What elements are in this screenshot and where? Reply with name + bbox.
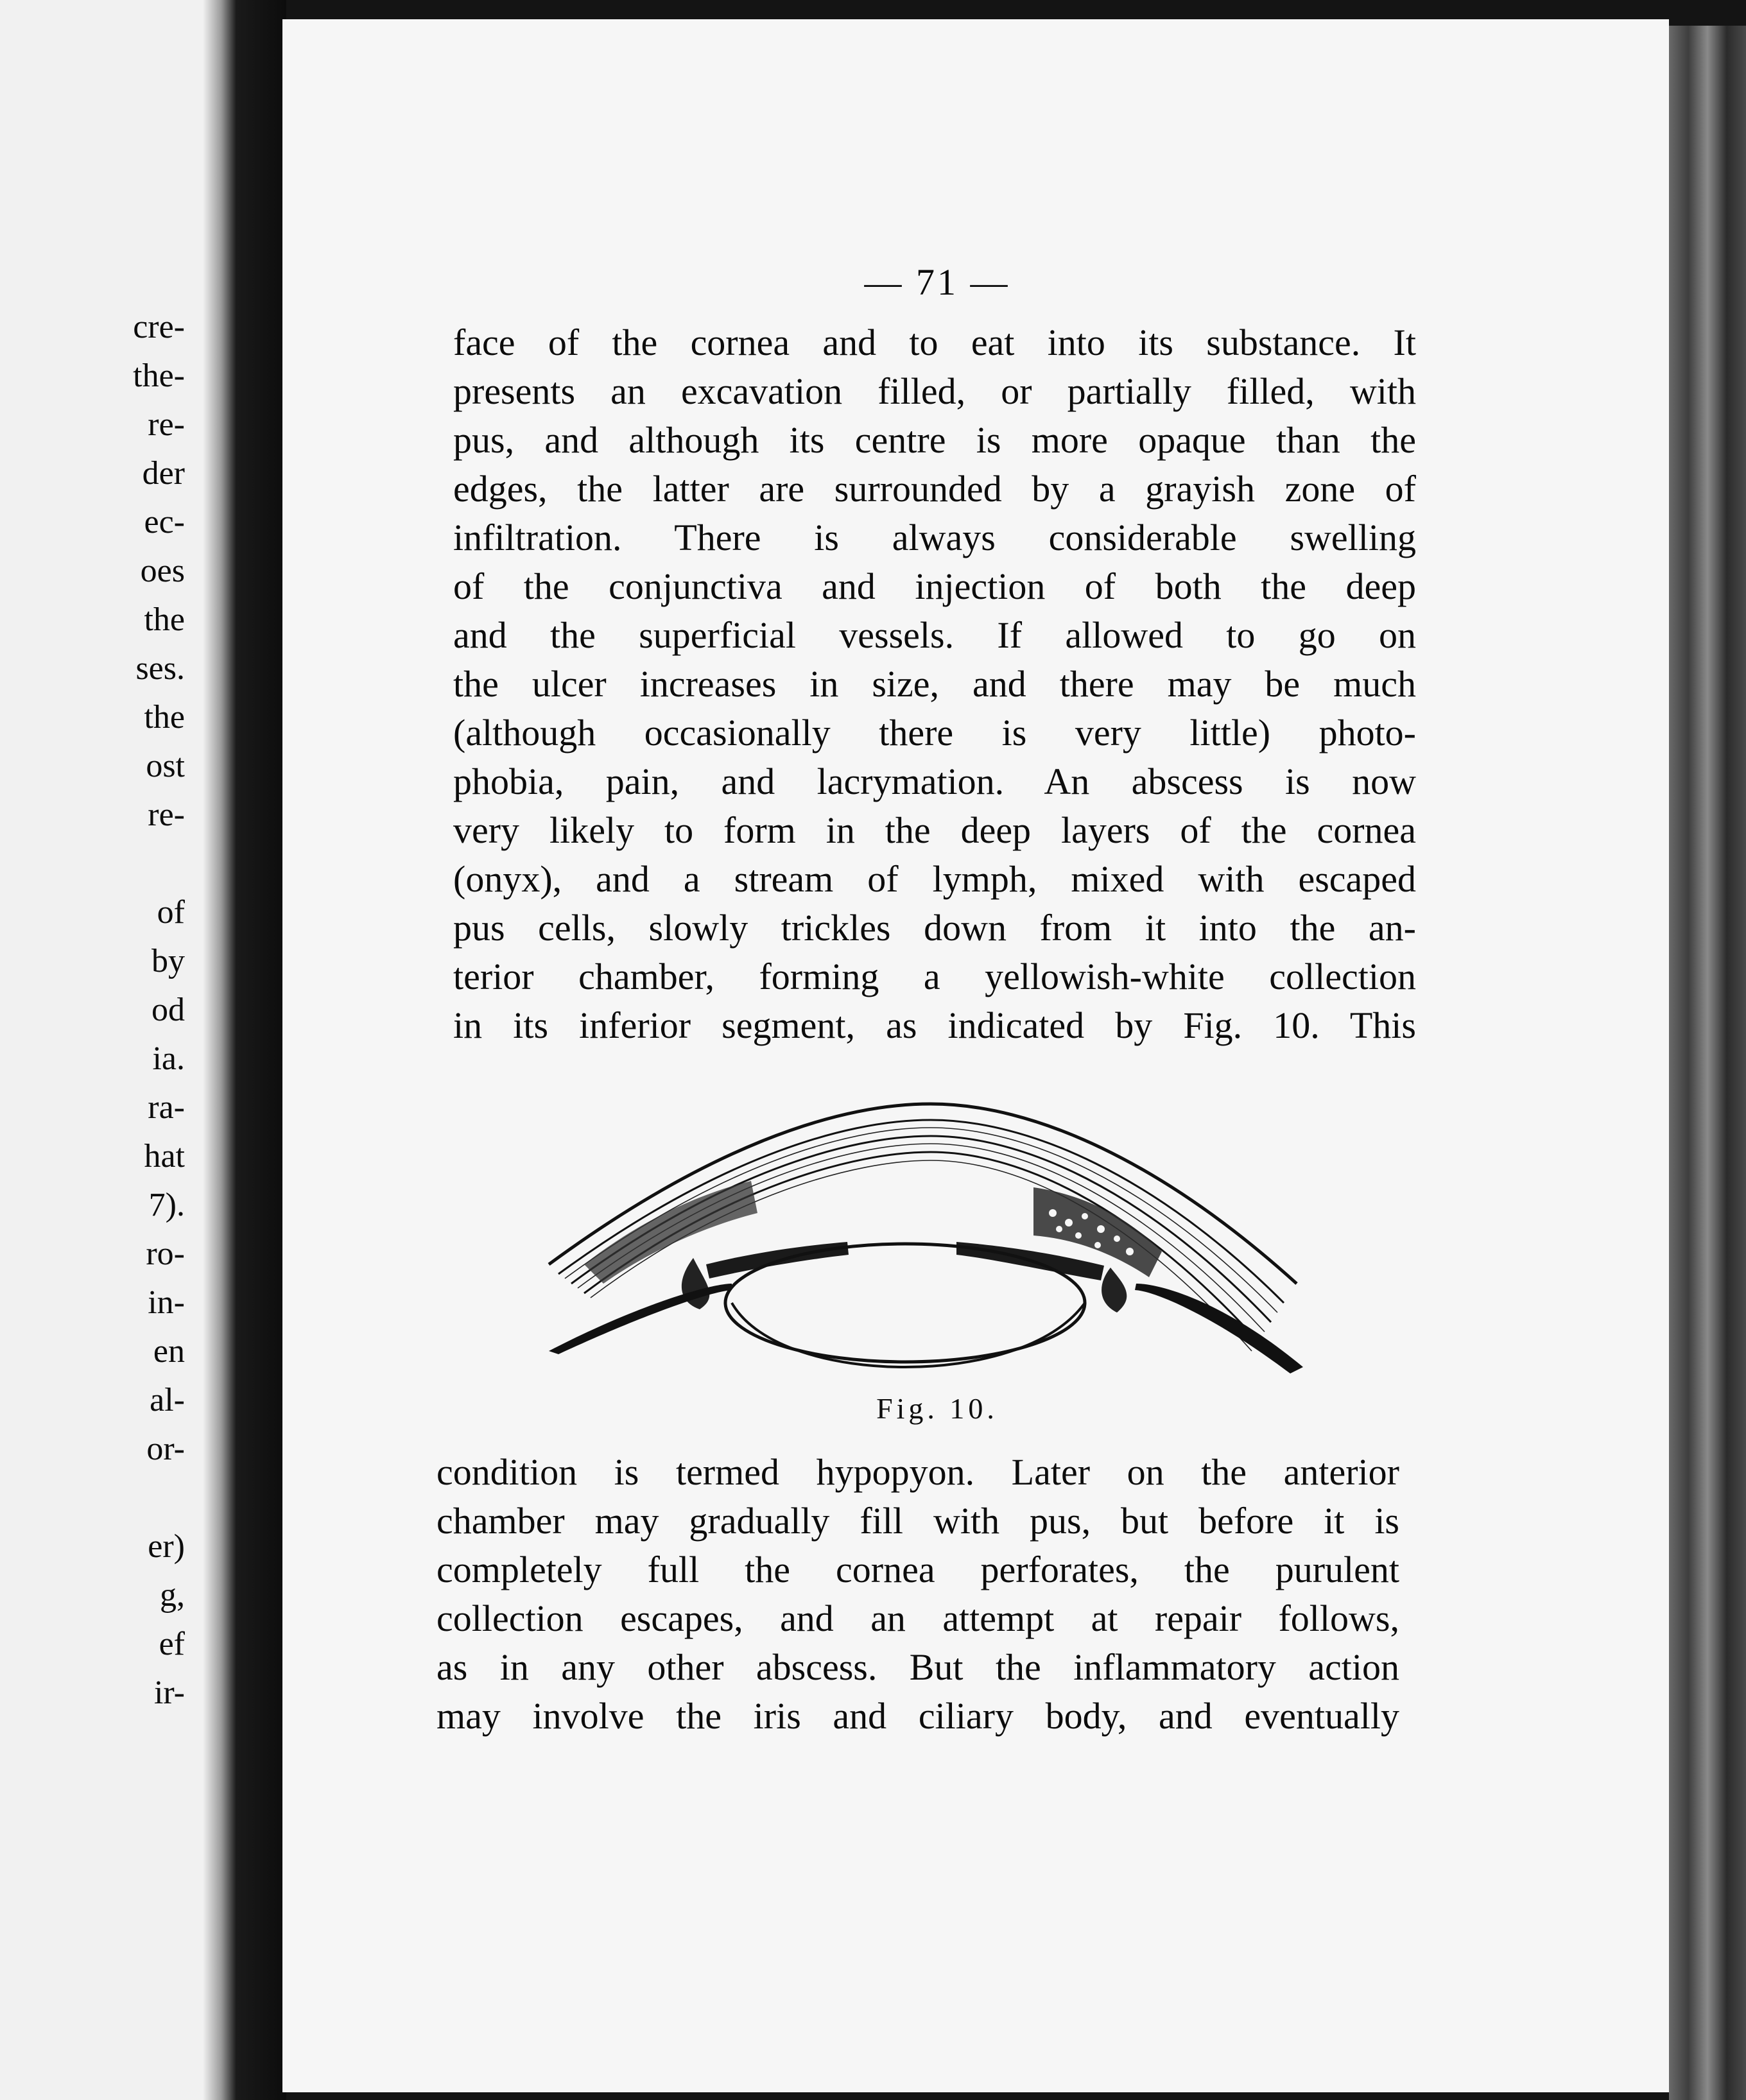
text-line: pus, and although its centre is more opaque than the (453, 419, 1416, 461)
fragment-line: the (144, 601, 185, 638)
fragment-line: ia. (152, 1040, 185, 1077)
fragment-line: ir- (153, 1674, 185, 1711)
fragment-line: oes (140, 553, 185, 589)
text-line: of the conjunctiva and injection of both the deep (453, 565, 1416, 607)
text-line: face of the cornea and to eat into its substance. It (453, 322, 1416, 363)
fragment-line (0, 1474, 222, 1522)
text-line: phobia, pain, and lacrymation. An abscess is now (453, 761, 1416, 802)
fragment-line: g, (160, 1577, 185, 1614)
page-number: — 71 — (864, 261, 1010, 303)
fragment-line: hat (144, 1138, 185, 1175)
text-line: edges, the latter are surrounded by a grayish zone of (453, 468, 1416, 510)
text-line: (although occasionally there is very little) photo- (453, 712, 1416, 753)
paragraph-top (453, 318, 1416, 1050)
text-line: chamber may gradually fill with pus, but before it is (437, 1500, 1399, 1542)
fragment-line: or- (146, 1431, 185, 1467)
paragraph-bottom (437, 1448, 1399, 1741)
fragment-line: ro- (146, 1235, 185, 1272)
fragment-line: re- (148, 796, 185, 833)
figure-caption: Fig. 10. (876, 1392, 998, 1425)
fragment-line: al- (150, 1382, 185, 1418)
page-edge (1669, 26, 1746, 2100)
text-line: may involve the iris and ciliary body, and eventually (437, 1695, 1399, 1737)
previous-page-text (0, 303, 222, 1717)
fragment-line: er) (148, 1528, 185, 1565)
text-line: pus cells, slowly trickles down from it into the an- (453, 907, 1416, 949)
fragment-line: ost (146, 748, 185, 784)
fragment-line: by (151, 943, 185, 979)
fragment-line: the (144, 699, 185, 736)
text-line: infiltration. There is always considerable swelling (453, 517, 1416, 558)
fragment-line: 7). (148, 1187, 185, 1223)
text-line: condition is termed hypopyon. Later on the anterior (437, 1451, 1399, 1493)
fragment-line: ses. (135, 650, 185, 687)
fragment-line: od (151, 992, 185, 1028)
fragment-line: the- (133, 357, 185, 394)
text-line: presents an excavation filled, or partially filled, with (453, 370, 1416, 412)
text-line: and the superficial vessels. If allowed to go on (453, 614, 1416, 656)
fragment-line: der (142, 455, 185, 492)
fragment-line: ec- (144, 504, 185, 540)
text-line: (onyx), and a stream of lymph, mixed with escaped (453, 858, 1416, 900)
fragment-line: ra- (148, 1089, 185, 1126)
fragment-line: en (153, 1333, 185, 1370)
text-line: as in any other abscess. But the inflammatory action (437, 1646, 1399, 1688)
text-line: very likely to form in the deep layers of the cornea (453, 809, 1416, 851)
text-line: in its inferior segment, as indicated by Fig. 10. This (453, 1004, 1416, 1046)
fragment-line: cre- (133, 309, 185, 345)
fragment-line: of (157, 894, 185, 931)
fragment-line: re- (148, 406, 185, 443)
text-line: completely full the cornea perforates, the purulent (437, 1549, 1399, 1590)
text-line: the ulcer increases in size, and there may be much (453, 663, 1416, 705)
fragment-line: in- (148, 1284, 185, 1321)
fragment-line: ef (159, 1626, 185, 1662)
eye-cross-section-illustration (546, 1091, 1310, 1386)
text-line: collection escapes, and an attempt at repair follows, (437, 1597, 1399, 1639)
book-gutter (203, 0, 286, 2100)
fragment-line (0, 839, 222, 888)
text-line: terior chamber, forming a yellowish-white collection (453, 956, 1416, 997)
